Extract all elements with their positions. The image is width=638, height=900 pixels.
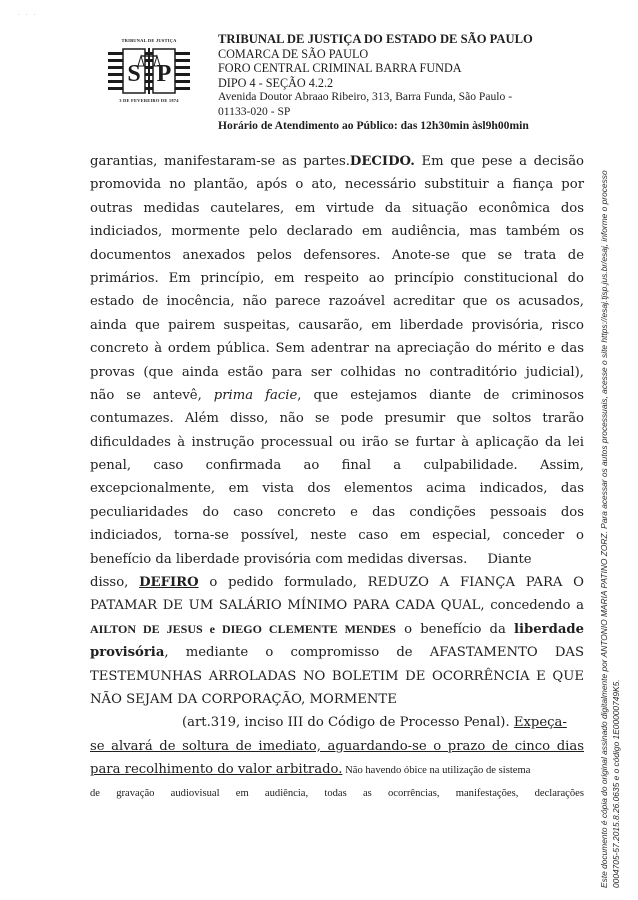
body-line: provisória, mediante o compromisso de AFASTAMENTO DAS (90, 645, 584, 661)
decision-body (90, 150, 584, 805)
body-line: dificuldades à instrução processual ou irão se furtar à aplicação da lei (90, 434, 584, 450)
seal-letter-p: P (156, 61, 172, 87)
body-line: não se antevê, prima facie, que estejamos diante de criminosos (90, 387, 584, 403)
body-line: PATAMAR DE UM SALÁRIO MÍNIMO PARA CADA QUAL, concedendo a (90, 598, 584, 614)
body-line: benefício da liberdade provisória com medidas diversas. Diante (90, 551, 532, 567)
court-name: TRIBUNAL DE JUSTIÇA DO ESTADO DE SÃO PAULO (218, 32, 533, 46)
seal-letter-s: S (127, 61, 141, 87)
body-line: provas (que ainda estão para ser colhidas no contraditório judicial), (90, 364, 584, 380)
scales-emblem-icon (108, 46, 190, 96)
body-line: para recolhimento do valor arbitrado. Não havendo óbice na utilização de sistema (90, 762, 531, 778)
defendant-names: AILTON DE JESUS e DIEGO CLEMENTE MENDES (90, 621, 396, 636)
signature-note-line-2: 0004705-57.2015.8.26.0635 e o código 1E00000749K5. (611, 679, 621, 888)
office-hours: Horário de Atendimento ao Público: das 12h30min àsl9h00min (218, 119, 529, 132)
body-line: (art.319, inciso III do Código de Processo Penal). Expeça- (182, 715, 567, 731)
body-line: concreto à ordem pública. Sem adentrar na apreciação do mérito e das (90, 341, 584, 357)
court-seal (108, 38, 190, 104)
body-line: indiciados, mormente pelo declarado em audiência, mas também os (90, 224, 584, 240)
body-line: indiciados, torna-se possível, neste caso em especial, conceder o (90, 528, 584, 544)
document-header (218, 32, 548, 134)
body-line: AILTON DE JESUS e DIEGO CLEMENTE MENDES o benefício da liberdade (90, 621, 584, 637)
foro-line: FORO CENTRAL CRIMINAL BARRA FUNDA (218, 61, 462, 75)
decido-keyword: DECIDO. (349, 154, 415, 169)
body-line: garantias, manifestaram-se as partes.DECIDO. Em que pese a decisão (90, 154, 584, 169)
signature-note-line-1: Este documento é cópia do original assinado digitalmente por ANTONIO MARIA PATINO ZORZ. Para acessar os autos processuais, acesse o site https://esaj.tjsp.jus.br/esaj, informe o processo (599, 170, 609, 888)
body-line: ainda que pairem suspeitas, causarão, em liberdade provisória, risco (90, 317, 584, 333)
body-line: promovida no plantão, após o ato, necessário substituir a fiança por (90, 177, 584, 193)
defiro-keyword: DEFIRO (139, 575, 199, 591)
body-line: primários. Em princípio, em respeito ao princípio constitucional do (90, 270, 584, 286)
body-line: estado de inocência, não parece razoável acreditar que os acusados, (90, 294, 584, 310)
address-line-2: 01133-020 - SP (218, 104, 291, 118)
body-line: TESTEMUNHAS ARROLADAS NO BOLETIM DE OCORRÊNCIA E QUE (90, 668, 584, 684)
dipo-line: DIPO 4 - SEÇÃO 4.2.2 (218, 75, 334, 90)
digital-signature-note (598, 18, 622, 888)
body-line: outras medidas cautelares, em virtude da situação econômica dos (90, 200, 584, 216)
body-line: se alvará de soltura de imediato, aguardando-se o prazo de cinco dias (90, 738, 584, 754)
body-line: excepcionalmente, em vista dos elementos acima indicados, das (90, 481, 584, 497)
body-line: peculiaridades do caso concreto e das condições pessoais dos (90, 504, 584, 520)
comarca-line: COMARCA DE SÃO PAULO (218, 46, 369, 61)
body-line: documentos anexados pelos defensores. Anote-se que se trata de (90, 247, 584, 263)
seal-bottom-text: 3 DE FEVEREIRO DE 1874 (119, 98, 179, 103)
prima-facie-term: prima facie (213, 387, 298, 403)
address-line-1: Avenida Doutor Abraao Ribeiro, 313, Barra Funda, São Paulo - (218, 90, 513, 103)
body-line: disso, DEFIRO o pedido formulado, REDUZO A FIANÇA PARA O (90, 575, 584, 591)
body-line: de gravação audiovisual em audiência, todas as ocorrências, manifestações, declarações (90, 787, 584, 799)
scan-corner-mark: · · · (18, 12, 38, 18)
body-line: penal, caso confirmada ao final a culpabilidade. Assim, (90, 458, 584, 474)
seal-top-text: TRIBUNAL DE JUSTIÇA (121, 38, 177, 43)
body-line: NÃO SEJAM DA CORPORAÇÃO, MORMENTE (90, 691, 397, 707)
body-line: contumazes. Além disso, não se pode presumir que soltos trarão (90, 411, 584, 427)
